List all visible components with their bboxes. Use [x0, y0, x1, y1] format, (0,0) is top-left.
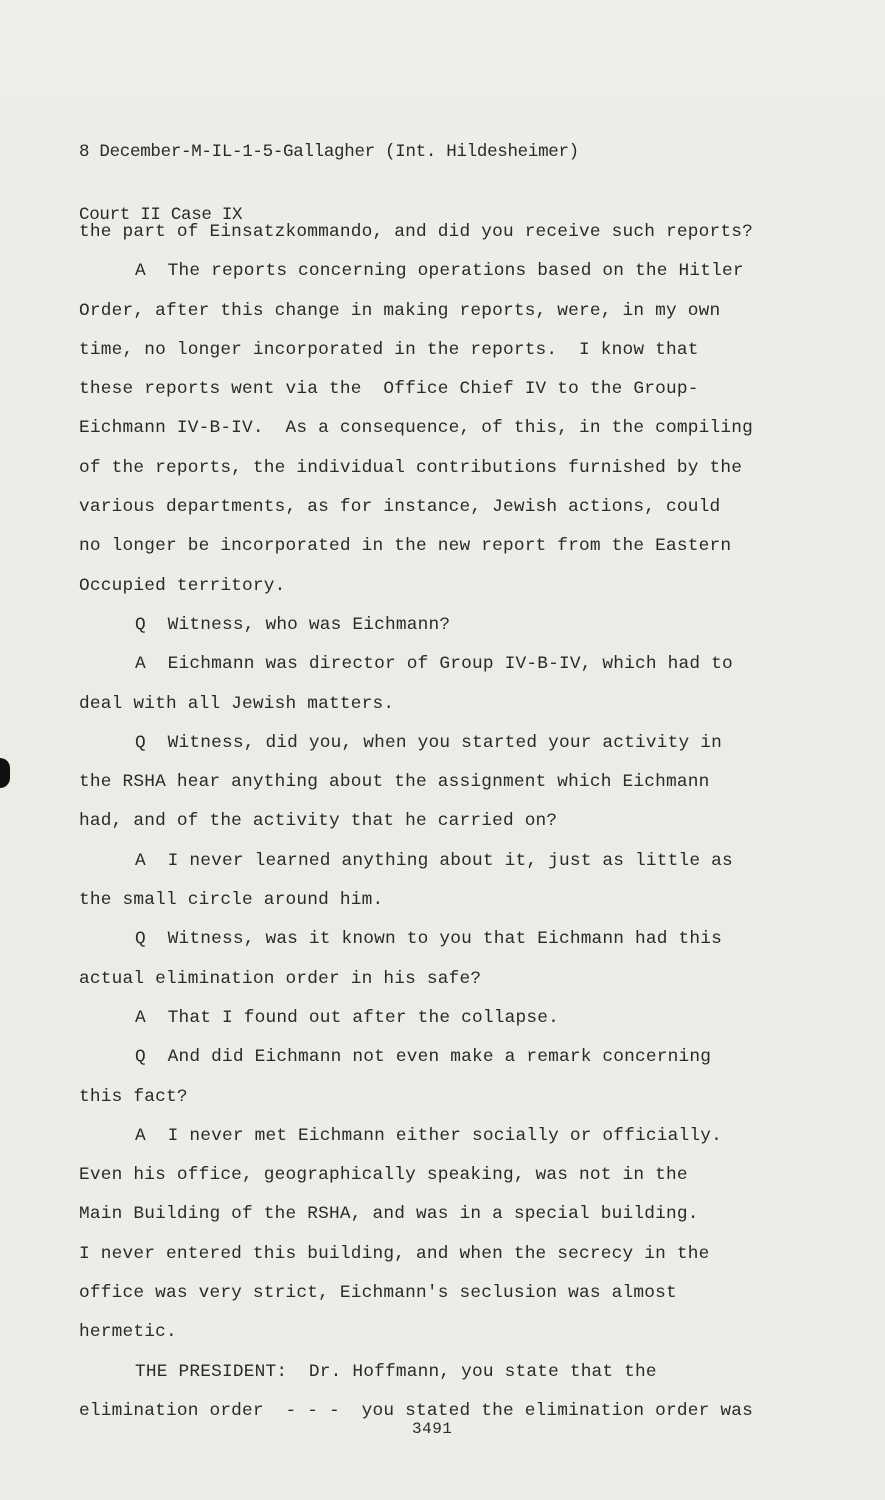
- transcript-line: time, no longer incorporated in the reports. I know that: [79, 339, 699, 360]
- transcript-line: Eichmann IV-B-IV. As a consequence, of this, in the compiling: [79, 418, 753, 439]
- transcript-line: Order, after this change in making reports, were, in my own: [79, 300, 721, 321]
- page-number: 3491: [412, 1420, 453, 1438]
- transcript-line: this fact?: [79, 1086, 188, 1107]
- transcript-line: deal with all Jewish matters.: [79, 693, 395, 714]
- punch-hole: [0, 758, 10, 788]
- transcript-line: elimination order - - - you stated the elimination order was: [79, 1400, 753, 1421]
- transcript-line: various departments, as for instance, Jewish actions, could: [79, 497, 721, 518]
- transcript-line: A I never learned anything about it, just as little as: [135, 850, 733, 871]
- transcript-line: A The reports concerning operations based on the Hitler: [135, 261, 744, 282]
- transcript-line: THE PRESIDENT: Dr. Hoffmann, you state that the: [135, 1361, 657, 1382]
- transcript-line: Q Witness, did you, when you started your activity in: [135, 732, 723, 753]
- transcript-line: the part of Einsatzkommando, and did you receive such reports?: [79, 222, 753, 242]
- transcript-line: had, and of the activity that he carried on?: [79, 811, 558, 832]
- transcript-line: Q Witness, who was Eichmann?: [135, 614, 451, 635]
- transcript-line: A I never met Eichmann either socially or officially.: [135, 1125, 723, 1146]
- transcript-line: hermetic.: [79, 1322, 177, 1343]
- transcript-line: Main Building of the RSHA, and was in a special building.: [79, 1204, 699, 1225]
- transcript-line: Q Witness, was it known to you that Eichmann had this: [135, 929, 723, 950]
- transcript-line: I never entered this building, and when the secrecy in the: [79, 1243, 710, 1264]
- transcript-line: no longer be incorporated in the new report from the Eastern: [79, 536, 732, 557]
- transcript-line: Even his office, geographically speaking, was not in the: [79, 1165, 688, 1186]
- transcript-line: office was very strict, Eichmann's seclusion was almost: [79, 1283, 677, 1304]
- transcript-line: actual elimination order in his safe?: [79, 968, 482, 989]
- header-line-1: 8 December-M-IL-1-5-Gallagher (Int. Hildesheimer): [79, 142, 579, 162]
- transcript-line: these reports went via the Office Chief IV to the Group-: [79, 379, 699, 400]
- transcript-line: the RSHA hear anything about the assignment which Eichmann: [79, 772, 710, 793]
- transcript-body: [79, 213, 799, 1431]
- transcript-line: A That I found out after the collapse.: [135, 1007, 559, 1028]
- transcript-line: the small circle around him.: [79, 890, 384, 911]
- transcript-line: A Eichmann was director of Group IV-B-IV, which had to: [135, 654, 733, 675]
- header-line-2: Court II Case IX: [79, 205, 243, 225]
- transcript-line: Occupied territory.: [79, 575, 286, 596]
- transcript-line: Q And did Eichmann not even make a remark concerning: [135, 1047, 712, 1068]
- transcript-line: of the reports, the individual contributions furnished by the: [79, 457, 743, 478]
